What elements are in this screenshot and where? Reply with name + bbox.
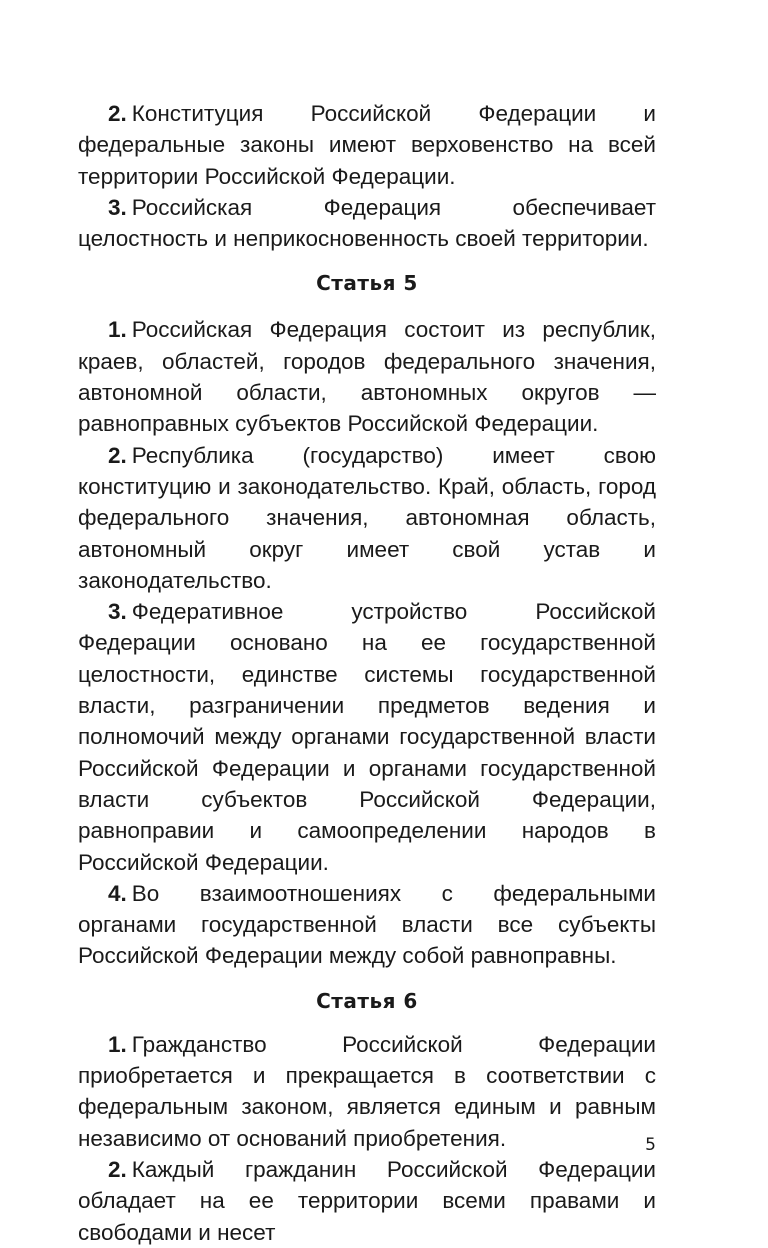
- paragraph-text: Российская Федерация состоит из республик, краев, областей, городов федерального значения, автономной области, автономных округов — равноправных субъектов Российской Федерации.: [78, 317, 656, 437]
- paragraph-text: Республика (государство) имеет свою конституцию и законодательство. Край, область, город федерального значения, автономная область, автономный округ имеет свой устав и законодательство.: [78, 442, 656, 593]
- paragraph-number: 1.: [108, 317, 127, 343]
- paragraph-text: Каждый гражданин Российской Федерации обладает на ее территории всеми правами и свободами и несет: [78, 1156, 656, 1245]
- article-6-paragraph-1: [78, 1029, 656, 1154]
- article-5-paragraph-1: [78, 314, 656, 439]
- paragraph-top-2: [78, 98, 656, 192]
- paragraph-number: 3.: [108, 194, 127, 220]
- paragraph-text: Гражданство Российской Федерации приобретается и прекращается в соответствии с федеральным законом, является единым и равным независимо от оснований приобретения.: [78, 1031, 656, 1151]
- paragraph-top-3: [78, 192, 656, 255]
- paragraph-number: 2.: [108, 101, 127, 126]
- paragraph-text: Федеративное устройство Российской Федерации основано на ее государственной целостности, единстве системы государственной власти, разграничении предметов ведения и полномочий между органами государственной власти Российской Федерации и органами государственной власти субъектов Российской Федерации, равноправии и самоопределении народов в Российской Федерации.: [78, 599, 656, 875]
- article-5-paragraph-3: [78, 596, 656, 878]
- paragraph-number: 4.: [108, 880, 127, 906]
- article-6-paragraph-2: [78, 1154, 656, 1248]
- paragraph-number: 3.: [108, 599, 127, 625]
- paragraph-text: Конституция Российской Федерации и федеральные законы имеют верховенство на всей территории Российской Федерации.: [78, 101, 656, 189]
- paragraph-number: 2.: [108, 1156, 127, 1182]
- article-5-paragraph-4: [78, 878, 656, 972]
- page-number: 5: [645, 1135, 656, 1155]
- paragraph-number: 1.: [108, 1031, 127, 1057]
- article-5-paragraph-2: [78, 440, 656, 596]
- paragraph-text: Российская Федерация обеспечивает целостность и неприкосновенность своей территории.: [78, 194, 656, 252]
- page-body: [78, 98, 656, 1248]
- article-5-heading: Статья 5: [316, 271, 418, 296]
- article-6-heading: Статья 6: [316, 988, 418, 1013]
- paragraph-text: Во взаимоотношениях с федеральными органами государственной власти все субъекты Российской Федерации между собой равноправны.: [78, 880, 656, 969]
- paragraph-number: 2.: [108, 442, 127, 468]
